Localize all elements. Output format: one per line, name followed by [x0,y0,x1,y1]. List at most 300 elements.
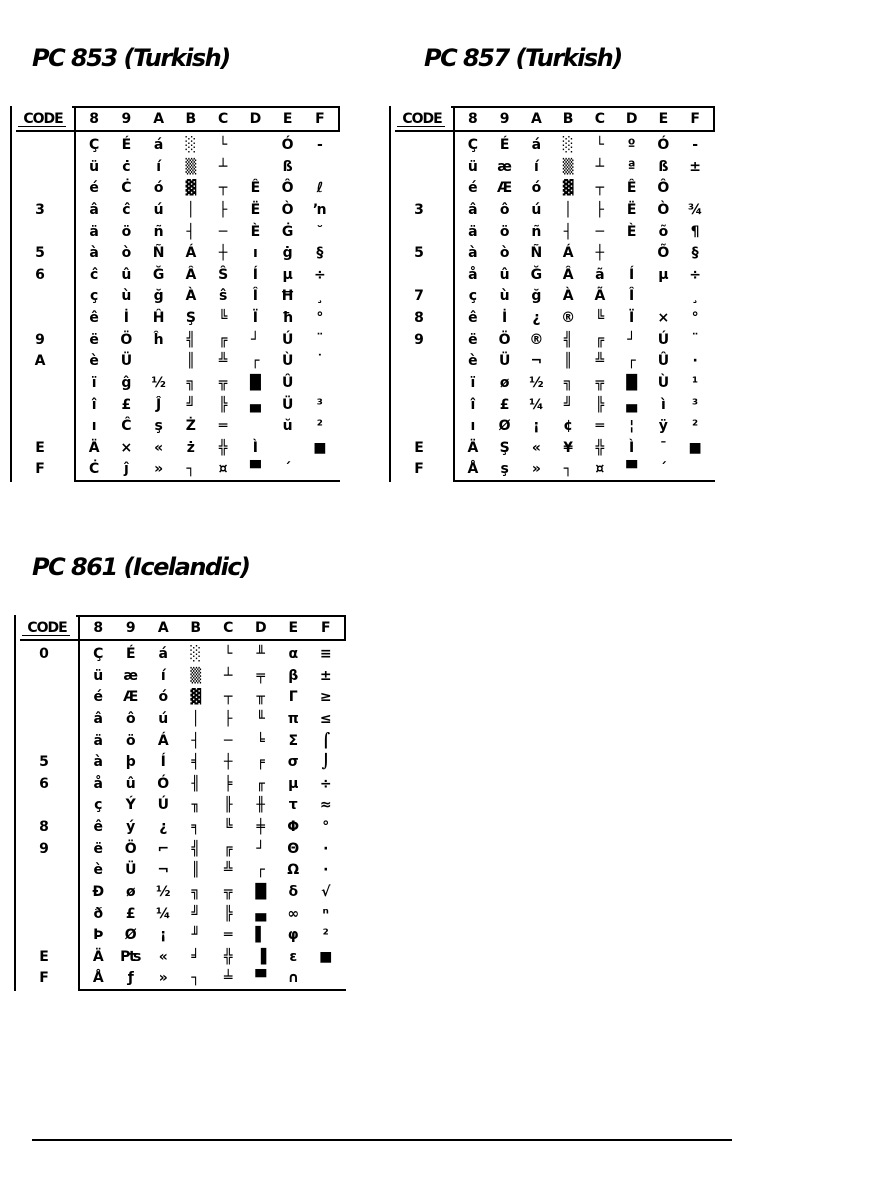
glyph-cell: ╗ [191,883,200,900]
glyph-cell: Ø [124,927,137,944]
column-header-9: 9 [499,111,510,127]
glyph-cell: â [468,201,478,218]
table-header-rule [16,130,340,132]
glyph-cell: Ö [124,840,137,857]
glyph-cell: ° [322,819,330,835]
glyph-cell: Ż [185,418,196,435]
glyph-cell: Ä [88,439,100,456]
glyph-cell: £ [499,396,510,413]
glyph-cell: Ş [185,310,196,326]
code-column-header: CODE [23,111,63,127]
glyph-cell: è [89,353,99,370]
glyph-cell: Â [562,266,574,283]
glyph-cell: ¸ [316,288,324,305]
glyph-cell: ü [89,158,100,175]
glyph-cell: ® [561,310,576,326]
glyph-cell: ╧ [224,970,233,987]
glyph-cell: ■ [688,439,702,456]
glyph-cell: ì [660,396,666,413]
glyph-cell: ğ [531,288,542,305]
glyph-cell: ┴ [595,158,605,175]
glyph-cell: ô [499,201,510,218]
glyph-cell: ╕ [191,819,200,835]
glyph-cell: ½ [156,883,171,900]
glyph-cell: ö [499,223,510,240]
glyph-cell: ╡ [191,754,200,771]
glyph-cell: § [316,245,324,262]
glyph-cell: ê [93,819,103,835]
glyph-cell: ä [89,223,99,240]
glyph-cell: ù [121,288,132,305]
table-header-rule [395,130,715,132]
glyph-cell: ¡ [533,418,540,435]
glyph-cell: ■ [313,439,327,456]
glyph-cell: ╝ [191,905,200,922]
glyph-cell: ╚ [218,310,228,326]
glyph-cell: Á [157,732,169,749]
glyph-cell: Ò [657,201,670,218]
glyph-cell: ó [531,180,542,197]
glyph-cell: ÿ [658,418,668,435]
glyph-cell: ú [531,201,542,218]
glyph-cell: · [323,862,329,879]
glyph-cell: - [316,137,323,153]
glyph-cell: ĵ [123,461,129,478]
glyph-cell: Í [629,266,635,283]
glyph-cell: ▀ [255,970,267,987]
table-right-rule [344,615,346,641]
glyph-cell: · [323,840,329,857]
glyph-cell: ¤ [218,461,228,478]
row-label: A [34,353,46,370]
glyph-cell: ┬ [218,180,228,197]
glyph-cell: » [158,970,168,987]
glyph-cell: ê [468,310,478,326]
glyph-cell: ε [289,948,298,965]
glyph-cell: ÷ [319,775,332,792]
table-bottom-rule [453,480,715,482]
glyph-cell: Â [185,266,197,283]
glyph-cell: ∩ [287,970,299,987]
glyph-cell: Ð [92,883,105,900]
glyph-cell: ñ [531,223,542,240]
glyph-cell: ┼ [218,245,228,262]
glyph-cell: ╙ [256,710,265,727]
glyph-cell: ° [691,310,699,326]
table-left-rule [389,106,391,482]
glyph-cell: ê [89,310,99,326]
glyph-cell: Ó [281,137,294,153]
glyph-cell: Û [281,374,294,391]
glyph-cell: ▀ [626,461,638,478]
glyph-cell: Ĵ [156,396,162,413]
glyph-cell: ß [282,158,293,175]
glyph-cell: ŉ [312,201,327,218]
glyph-cell: Ù [281,353,294,370]
glyph-cell: ƒ [127,970,134,987]
glyph-cell: ĉ [122,201,131,218]
glyph-cell: ² [322,927,329,944]
glyph-cell: ═ [595,418,605,435]
glyph-cell: ¢ [563,418,573,435]
glyph-cell: ├ [595,201,605,218]
glyph-cell: Å [92,970,104,987]
glyph-cell: ┐ [563,461,573,478]
glyph-cell: ¦ [629,418,635,435]
glyph-cell: º [627,137,636,153]
glyph-cell: ▄ [249,396,261,413]
glyph-cell: └ [224,646,233,662]
glyph-cell: Θ [287,840,300,857]
glyph-cell: À [185,288,197,305]
glyph-cell: û [125,775,136,792]
glyph-cell: Ñ [530,245,543,262]
glyph-cell: Ì [252,439,258,456]
glyph-cell: é [89,180,99,197]
glyph-cell: ¨ [316,331,324,348]
glyph-cell: ç [468,288,478,305]
glyph-cell: ▒ [185,158,197,175]
glyph-cell: Ê [250,180,261,197]
glyph-cell: ╢ [191,775,200,792]
glyph-cell: Ë [250,201,261,218]
glyph-cell: Ë [626,201,637,218]
glyph-cell: └ [218,137,228,153]
glyph-cell: Ý [125,797,136,814]
glyph-cell: ï [91,374,97,391]
glyph-cell: ı [91,418,97,435]
column-header-b: B [185,111,197,127]
glyph-cell: Æ [497,180,513,197]
glyph-cell: æ [497,158,512,175]
glyph-cell: Ó [157,775,170,792]
glyph-cell: ˙ [316,353,324,370]
glyph-cell: ╓ [256,775,265,792]
glyph-cell: Ä [467,439,479,456]
glyph-cell: ┘ [256,840,265,857]
glyph-cell: Ü [125,862,137,879]
glyph-cell: ╘ [256,732,265,749]
glyph-cell: Æ [123,689,139,706]
column-header-a: A [157,620,169,636]
glyph-cell: σ [287,754,299,771]
chart-title-pc853: PC 853 (Turkish) [32,44,230,72]
glyph-cell: ├ [224,710,233,727]
glyph-cell: ╗ [563,374,573,391]
glyph-cell: Ç [93,646,104,662]
glyph-cell: ╦ [224,883,233,900]
glyph-cell: ■ [319,948,333,965]
glyph-cell: À [562,288,574,305]
glyph-cell: â [93,710,103,727]
table-right-rule [713,106,715,132]
glyph-cell: ╨ [256,646,265,662]
glyph-cell: « [154,439,164,456]
glyph-cell: à [93,754,103,771]
column-header-f: F [320,620,331,636]
glyph-cell: û [499,266,510,283]
glyph-cell: Ğ [152,266,165,283]
glyph-cell: ╬ [224,948,233,965]
row-label: 9 [414,331,424,348]
glyph-cell: í [533,158,539,175]
glyph-cell: δ [288,883,299,900]
glyph-cell: Ñ [152,245,165,262]
glyph-cell: ┐ [186,461,196,478]
glyph-cell: ª [627,158,636,175]
glyph-cell: ý [126,819,136,835]
glyph-cell: ë [89,331,99,348]
table-top-rule [76,615,346,617]
glyph-cell: è [93,862,103,879]
glyph-cell: ç [89,288,99,305]
footer-rule [32,1139,732,1141]
glyph-cell: ─ [224,732,233,749]
glyph-cell: Ħ [280,288,295,305]
glyph-cell: ╤ [256,667,265,684]
glyph-cell: φ [287,927,299,944]
glyph-cell: ┤ [563,223,573,240]
column-header-e: E [658,111,669,127]
glyph-cell: × [657,310,670,326]
glyph-cell: α [288,646,299,662]
glyph-cell: Ç [467,137,479,153]
glyph-cell: Ù [657,374,670,391]
column-header-8: 8 [93,620,104,636]
glyph-cell: τ [288,797,298,814]
glyph-cell: ╝ [563,396,573,413]
glyph-cell: Γ [288,689,298,706]
glyph-cell: ò [499,245,510,262]
glyph-cell: ¸ [691,288,699,305]
glyph-cell: █ [255,883,267,900]
glyph-cell: è [468,353,478,370]
glyph-cell: ╔ [218,331,228,348]
glyph-cell: « [531,439,541,456]
glyph-cell: Φ [287,819,300,835]
glyph-cell: ⁿ [322,905,329,922]
glyph-cell: ò [121,245,132,262]
glyph-cell: í [156,158,162,175]
glyph-cell: Ü [281,396,294,413]
glyph-cell: ╬ [595,439,605,456]
glyph-cell: ð [93,905,104,922]
glyph-cell: Ó [657,137,670,153]
glyph-cell: ñ [153,223,164,240]
table-right-rule [338,106,340,132]
glyph-cell: ╖ [191,797,200,814]
glyph-cell: ¶ [690,223,700,240]
column-header-8: 8 [468,111,478,127]
glyph-cell: ║ [186,353,196,370]
glyph-cell: ╩ [224,862,233,879]
glyph-cell: ┌ [627,353,636,370]
glyph-cell: Ŝ [218,266,229,283]
glyph-cell: ÷ [689,266,701,283]
glyph-cell: Ċ [121,180,132,197]
table-left-rule [14,615,16,991]
glyph-cell: ´ [284,461,292,478]
glyph-cell: ⌠ [321,732,331,749]
glyph-cell: § [691,245,699,262]
glyph-cell: █ [249,374,261,391]
glyph-cell: ╔ [595,331,605,348]
glyph-cell: ║ [191,862,200,879]
glyph-cell: ± [689,158,701,175]
glyph-cell: Ú [157,797,169,814]
glyph-cell: £ [121,396,132,413]
glyph-cell: ⌡ [321,754,331,771]
row-label: F [35,461,45,478]
glyph-cell: ╠ [224,905,233,922]
column-header-b: B [562,111,574,127]
glyph-cell: ħ [282,310,294,326]
glyph-cell: Î [629,288,635,305]
glyph-cell: å [468,266,478,283]
glyph-cell: » [531,461,541,478]
glyph-cell: ─ [218,223,228,240]
table-top-rule [451,106,715,108]
glyph-cell: ╦ [218,374,228,391]
glyph-cell: ġ [282,245,293,262]
glyph-cell: Î [252,288,258,305]
glyph-cell: ▒ [562,158,574,175]
glyph-cell: ¾ [687,201,703,218]
glyph-cell: │ [186,201,196,218]
glyph-cell: ┬ [224,689,233,706]
glyph-cell: β [288,667,299,684]
column-header-a: A [153,111,165,127]
glyph-cell: Ö [498,331,511,348]
glyph-cell: ▄ [626,396,638,413]
glyph-cell: µ [658,266,669,283]
row-label: 0 [39,646,49,662]
glyph-cell: ┼ [595,245,605,262]
column-header-c: C [223,620,234,636]
glyph-cell: Ú [281,331,294,348]
glyph-cell: ╠ [218,396,228,413]
glyph-cell: ¡ [160,927,167,944]
glyph-cell: Ö [120,331,133,348]
row-label: 6 [39,775,49,792]
glyph-cell: Ü [120,353,133,370]
glyph-cell: ═ [218,418,228,435]
code-table-pc861 [14,615,346,991]
glyph-cell: ▓ [562,180,574,197]
glyph-cell: ≤ [319,710,332,727]
glyph-cell: Õ [657,245,670,262]
glyph-cell: - [692,137,699,153]
glyph-cell: Ò [281,201,294,218]
column-header-8: 8 [89,111,99,127]
glyph-cell: È [626,223,637,240]
table-label-divider [453,106,455,482]
glyph-cell: ø [125,883,136,900]
glyph-cell: þ [125,754,136,771]
row-label: F [39,970,49,987]
row-label: 8 [39,819,49,835]
column-header-d: D [625,111,638,127]
glyph-cell: ▓ [185,180,197,197]
glyph-cell: ĝ [121,374,132,391]
glyph-cell: í [160,667,166,684]
glyph-cell: █ [626,374,638,391]
glyph-cell: á [531,137,542,153]
glyph-cell: ½ [529,374,544,391]
glyph-cell: ┤ [186,223,196,240]
code-column-header: CODE [27,620,67,636]
glyph-cell: ╜ [191,927,200,944]
column-header-9: 9 [121,111,132,127]
glyph-cell: ż [186,439,195,456]
column-header-9: 9 [125,620,136,636]
glyph-cell: ▐ [255,948,267,965]
glyph-cell: ╚ [224,819,233,835]
glyph-cell: ó [158,689,169,706]
glyph-cell: ÷ [314,266,326,283]
glyph-cell: ┼ [224,754,233,771]
glyph-cell: ş [500,461,509,478]
glyph-cell: ╝ [186,396,196,413]
glyph-cell: ▓ [190,689,202,706]
glyph-cell: ë [468,331,478,348]
glyph-cell: » [154,461,164,478]
glyph-cell: ░ [190,646,202,662]
glyph-cell: ┌ [251,353,260,370]
glyph-cell: ≡ [319,646,332,662]
glyph-cell: ╞ [224,775,233,792]
row-label: E [414,439,424,456]
glyph-cell: ╠ [595,396,605,413]
glyph-cell: ╩ [595,353,605,370]
glyph-cell: ¥ [563,439,573,456]
column-header-e: E [288,620,299,636]
glyph-cell: Ê [626,180,637,197]
glyph-cell: Á [562,245,574,262]
glyph-cell: ä [93,732,103,749]
glyph-cell: Ä [92,948,104,965]
glyph-cell: ╚ [595,310,605,326]
glyph-cell: ² [316,418,323,435]
glyph-cell: ╬ [218,439,228,456]
glyph-cell: ï [470,374,476,391]
row-label: 9 [35,331,45,348]
glyph-cell: î [470,396,476,413]
glyph-cell: ¼ [529,396,544,413]
glyph-cell: Ü [498,353,511,370]
glyph-cell: Ġ [281,223,294,240]
glyph-cell: ú [158,710,169,727]
glyph-cell: Û [657,353,670,370]
glyph-cell: á [158,646,168,662]
glyph-cell: │ [191,710,200,727]
row-label: E [39,948,49,965]
glyph-cell: ğ [153,288,164,305]
glyph-cell: ¬ [530,353,543,370]
code-table-pc857 [389,106,715,482]
column-header-d: D [254,620,267,636]
glyph-cell: ═ [224,927,233,944]
row-label: 8 [414,310,424,326]
glyph-cell: ã [595,266,605,283]
table-bottom-rule [78,989,346,991]
glyph-cell: á [153,137,164,153]
glyph-cell: ╣ [563,331,573,348]
glyph-cell: ├ [218,201,228,218]
glyph-cell: ┴ [224,667,233,684]
glyph-cell: ₧ [120,948,142,965]
column-header-c: C [594,111,606,127]
